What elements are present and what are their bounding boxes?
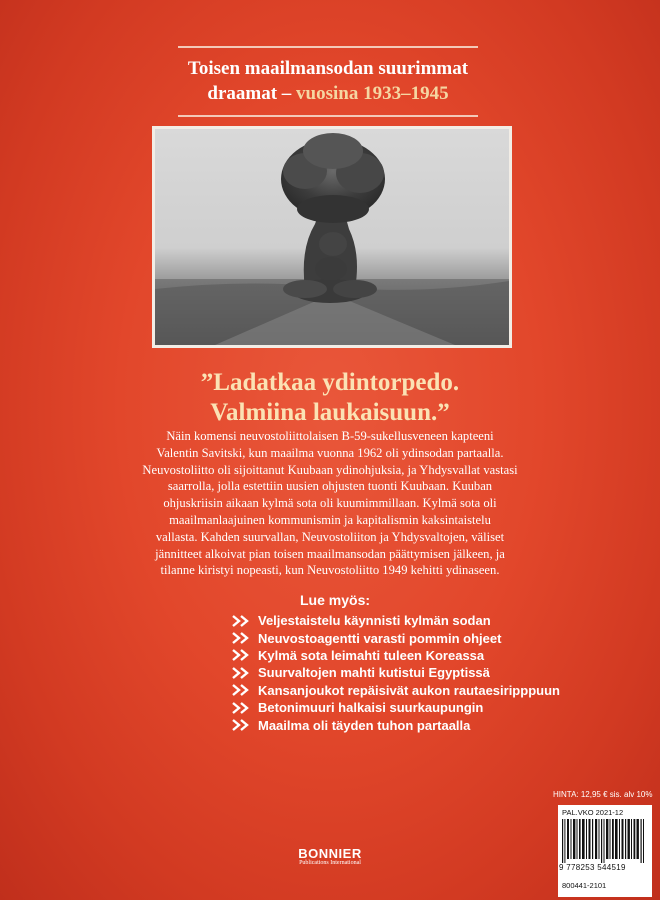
ean-number: 9 778253 544519 [559, 863, 626, 872]
body-line: maailmanlaajuinen kommunismin ja kapitalismin kaksintaistelu [169, 512, 491, 527]
double-chevron-icon [232, 615, 252, 627]
list-item [232, 612, 552, 629]
list-item-label: Kansanjoukot repäisivät aukon rautaesiripppuun [258, 682, 560, 698]
body-line: Näin komensi neuvostoliittolaisen B-59-sukellusveneen kapteeni [166, 429, 494, 443]
double-chevron-icon [232, 702, 252, 714]
list-item [232, 664, 552, 681]
double-chevron-icon [232, 649, 252, 661]
list-item-label: Neuvostoagentti varasti pommin ohjeet [258, 630, 502, 646]
list-item-label: Maailma oli täyden tuhon partaalla [258, 717, 471, 733]
body-line: Valentin Savitski, kun maailma vuonna 1962 oli ydinsodan partaalla. [156, 445, 504, 460]
barcode-icon [562, 819, 648, 863]
body-line: ohjuskriisin aikaan kylmä sota oli kuumimmillaan. Kylmä sota oli [163, 496, 497, 511]
cover-title [178, 46, 478, 117]
list-item [232, 647, 552, 664]
double-chevron-icon [232, 632, 252, 644]
list-item-label: Suurvaltojen mahti kutistui Egyptissä [258, 665, 490, 681]
list-item-label: Kylmä sota leimahti tuleen Koreassa [258, 647, 485, 663]
barcode-box [558, 805, 652, 897]
double-chevron-icon [232, 667, 252, 679]
lue-myos-list [232, 612, 560, 734]
mushroom-cloud-icon [155, 129, 509, 345]
title-line-2 [178, 81, 478, 106]
publisher-name: BONNIER [298, 846, 362, 861]
quote-line-1: ”Ladatkaa ydintorpedo. [200, 369, 460, 396]
body-line: vallasta. Kahden suurvallan, Neuvostoliiton ja Yhdysvaltojen, väliset [155, 529, 505, 544]
lue-myos-heading: Lue myös: [300, 592, 371, 608]
list-item [232, 682, 560, 699]
list-item-label: Betonimuuri halkaisi suurkaupungin [258, 700, 484, 716]
price-label: HINTA: 12,95 € sis. alv 10% [553, 790, 653, 799]
product-number: 800441-2101 [562, 881, 607, 890]
body-line: jännitteet alkoivat pian toisen maailmansodan päättymisen jälkeen, ja [155, 546, 505, 561]
body-paragraph [122, 428, 538, 579]
mushroom-cloud-photo [152, 126, 512, 348]
body-line: Neuvostoliitto oli sijoittanut Kuubaan ydinohjuksia, ja Yhdysvallat vastasi [142, 462, 518, 477]
list-item [232, 629, 552, 646]
double-chevron-icon [232, 684, 252, 696]
title-line-2-prefix: draamat – [207, 83, 297, 104]
quote-line-2: Valmiina laukaisuun.” [210, 399, 450, 426]
body-line: tilanne kiristyi nopeasti, kun Neuvostoliitto 1949 kehitti ydinaseen. [160, 563, 500, 578]
issue-code: PAL.VKO 2021-12 [562, 808, 624, 817]
title-line-1: Toisen maailmansodan suurimmat [187, 58, 469, 79]
list-item-label: Veljestaistelu käynnisti kylmän sodan [258, 613, 491, 629]
list-item [232, 699, 552, 716]
publisher-subtitle: Publications International [299, 860, 361, 866]
title-years: vuosina 1933–1945 [296, 83, 449, 104]
double-chevron-icon [232, 719, 252, 731]
publisher-logo [270, 846, 390, 866]
list-item [232, 716, 552, 733]
pull-quote [150, 368, 510, 428]
body-line: saarrolla, jolla estettiin uusien ohjusten tuonti Kuubaan. Kuuban [167, 479, 493, 494]
